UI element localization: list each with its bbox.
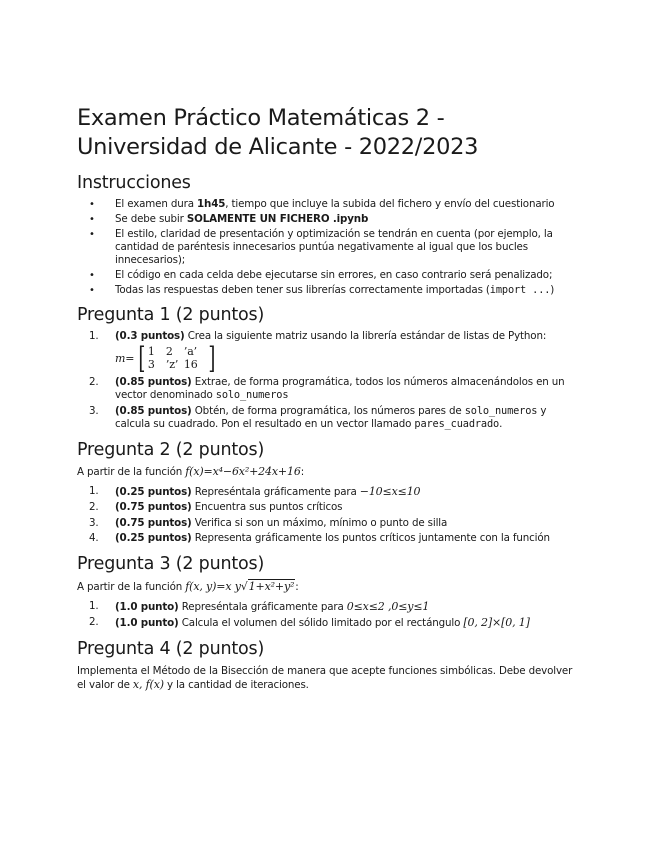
matrix-cell: 1 bbox=[147, 345, 155, 358]
instructions-heading: Instrucciones bbox=[77, 173, 191, 193]
list-item: • El examen dura 1h45, tiempo que incluye la subida del fichero y envío del cuestionario bbox=[77, 198, 577, 211]
page-title: Examen Práctico Matemáticas 2 - Universidad de Alicante - 2022/2023 bbox=[77, 105, 479, 160]
question-3-intro: A partir de la función f(x, y)=x y√1+x²+y²: bbox=[77, 579, 299, 593]
matrix-entries bbox=[148, 346, 206, 371]
instructions-list bbox=[77, 198, 577, 297]
question-2-heading: Pregunta 2 (2 puntos) bbox=[77, 439, 265, 460]
matrix-cell: 2 bbox=[165, 345, 173, 358]
question-3-list bbox=[77, 600, 577, 631]
matrix-cell: ’z’ bbox=[165, 358, 179, 371]
list-item: 1. (1.0 punto) Represéntala gráficamente para 0≤x≤2 ,0≤y≤1 bbox=[89, 599, 430, 613]
list-item: • Todas las respuestas deben tener sus librerías correctamente importadas (import ...) bbox=[77, 284, 577, 297]
matrix-cell: 16 bbox=[183, 358, 198, 371]
question-2-list bbox=[77, 485, 577, 546]
list-item: • El estilo, claridad de presentación y optimización se tendrán en cuenta (por ejemplo, la cantidad de paréntesis innecesarios puntúa negativamente al igual que los bucles innecesarios); bbox=[77, 228, 577, 267]
list-item: 1. (0.3 puntos) Crea la siguiente matriz usando la librería estándar de listas de Python: m= [ 1 2 ’a’ 3 ’z’ 16 ] bbox=[77, 330, 577, 373]
question-4-heading: Pregunta 4 (2 puntos) bbox=[77, 638, 265, 659]
list-item: • El código en cada celda debe ejecutarse sin errores, en caso contrario será penalizado; bbox=[77, 269, 577, 282]
function-formula: f(x, y)=x y bbox=[185, 579, 241, 593]
code-snippet: solo_numeros bbox=[464, 404, 538, 417]
list-item: 2. (1.0 punto) Calcula el volumen del sólido limitado por el rectángulo [0, 2]×[0, 1] bbox=[89, 616, 530, 629]
function-formula: f(x)=x⁴−6x²+24x+16 bbox=[185, 464, 301, 478]
question-1-heading: Pregunta 1 (2 puntos) bbox=[77, 305, 265, 325]
question-1-section bbox=[77, 304, 577, 432]
list-item: 2. (0.85 puntos) Extrae, de forma programática, todos los números almacenándolos en un vector denominado solo_numeros bbox=[89, 375, 565, 401]
list-item: 1. (0.25 puntos) Represéntala gráficamente para −10≤x≤10 bbox=[89, 484, 421, 498]
matrix-cell: 3 bbox=[147, 358, 155, 371]
code-snippet: import ... bbox=[489, 284, 551, 296]
question-2-section bbox=[77, 439, 577, 546]
code-snippet: pares_cuadrado bbox=[414, 418, 500, 430]
matrix-cell: ’a’ bbox=[183, 345, 198, 358]
instructions-section bbox=[77, 172, 577, 297]
code-snippet: solo_numeros bbox=[215, 389, 289, 401]
list-item: • Se debe subir SOLAMENTE UN FICHERO .ipynb bbox=[77, 213, 577, 226]
list-item: 3. (0.75 puntos) Verifica si son un máximo, mínimo o punto de silla bbox=[89, 516, 448, 529]
question-4-text: Implementa el Método de la Bisección de manera que acepte funciones simbólicas. Debe devolver el valor de x, f(x) y la cantidad de iteraciones. bbox=[77, 664, 573, 691]
question-4-section bbox=[77, 638, 577, 692]
question-3-section bbox=[77, 553, 577, 631]
matrix-formula: m= [ 1 2 ’a’ 3 ’z’ 16 ] bbox=[115, 340, 216, 376]
left-bracket: [ bbox=[138, 340, 146, 376]
exam-page bbox=[77, 104, 577, 699]
list-item: 4. (0.25 puntos) Representa gráficamente los puntos críticos juntamente con la función bbox=[89, 532, 550, 544]
list-item: 2. (0.75 puntos) Encuentra sus puntos críticos bbox=[89, 501, 343, 513]
question-2-intro: A partir de la función f(x)=x⁴−6x²+24x+16: bbox=[77, 464, 305, 478]
question-3-heading: Pregunta 3 (2 puntos) bbox=[77, 553, 265, 574]
right-bracket: ] bbox=[208, 340, 216, 376]
question-1-list bbox=[77, 330, 577, 432]
list-item: 3. (0.85 puntos) Obtén, de forma programática, los números pares de solo_numeros y calcula su cuadrado. Pon el resultado en un vector llamado pares_cuadrado. bbox=[89, 404, 547, 430]
